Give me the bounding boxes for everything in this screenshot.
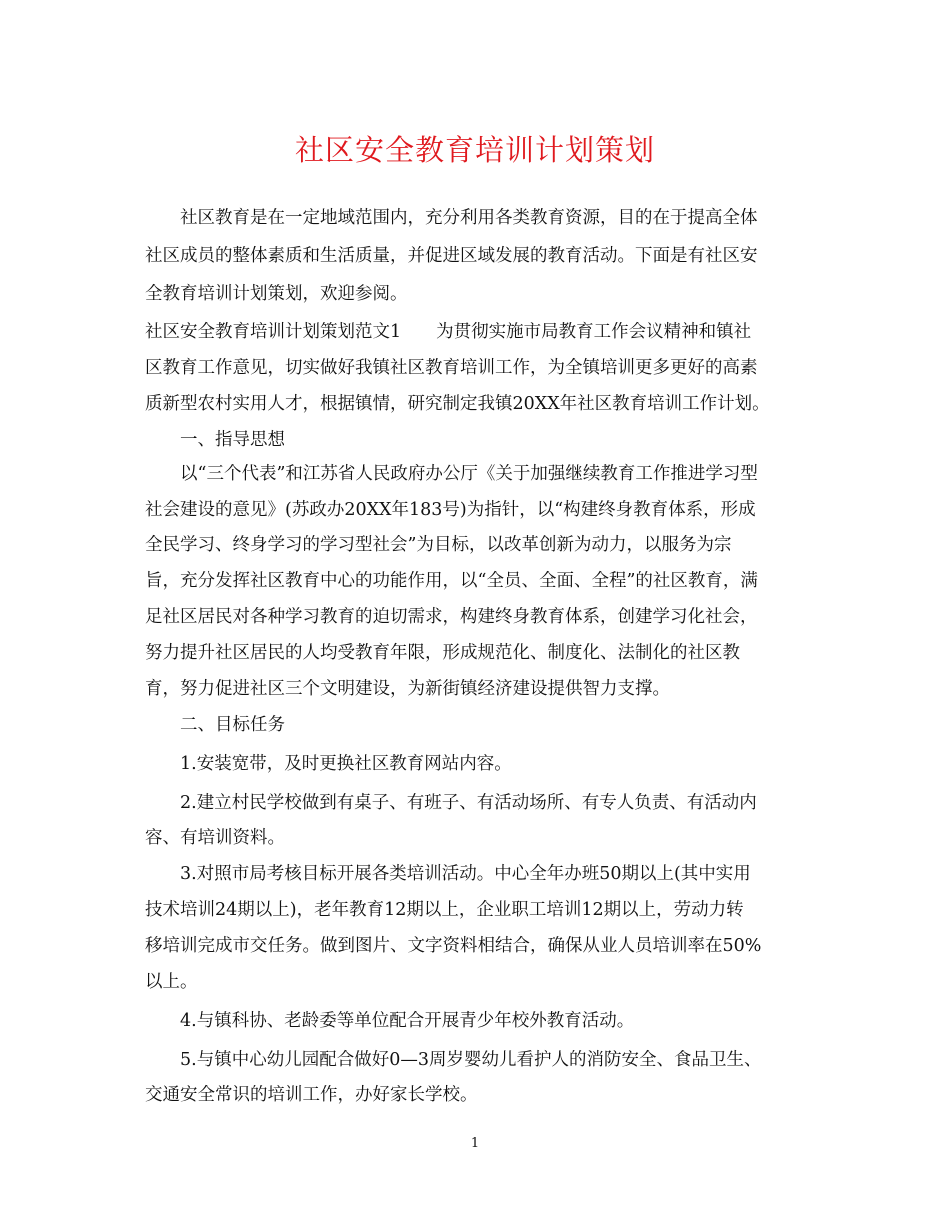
body-line: 育，努力促进社区三个文明建设，为新街镇经济建设提供智力支撑。	[145, 679, 670, 699]
list-item: 2.建立村民学校做到有桌子、有班子、有活动场所、有专人负责、有活动内	[145, 793, 757, 813]
section-heading: 一、指导思想	[145, 430, 285, 450]
body-line: 努力提升社区居民的人均受教育年限，形成规范化、制度化、法制化的社区教	[145, 643, 740, 663]
list-item: 1.安装宽带，及时更换社区教育网站内容。	[145, 754, 512, 774]
body-line: 区教育工作意见，切实做好我镇社区教育培训工作，为全镇培训更多更好的高素	[145, 358, 758, 378]
body-line: 交通安全常识的培训工作，办好家长学校。	[145, 1085, 478, 1105]
body-line: 旨，充分发挥社区教育中心的功能作用，以“全员、全面、全程”的社区教育，满	[145, 571, 758, 591]
list-item: 3.对照市局考核目标开展各类培训活动。中心全年办班50期以上(其中实用	[145, 864, 751, 884]
body-line: 社会建设的意见》(苏政办20XX年183号)为指针，以“构建终身教育体系，形成	[145, 500, 756, 520]
body-line: 全民学习、终身学习的学习型社会”为目标，以改革创新为动力，以服务为宗	[145, 535, 732, 555]
page-number: 1	[470, 1136, 480, 1151]
section-heading: 二、目标任务	[145, 715, 285, 735]
list-item: 5.与镇中心幼儿园配合做好0—3周岁婴幼儿看护人的消防安全、食品卫生、	[145, 1050, 762, 1070]
body-line: 以“三个代表”和江苏省人民政府办公厅《关于加强继续教育工作推进学习型	[145, 464, 758, 484]
body-line: 足社区居民对各种学习教育的迫切需求，构建终身教育体系，创建学习化社会，	[145, 607, 758, 627]
body-line: 社区教育是在一定地域范围内，充分利用各类教育资源，目的在于提高全体	[145, 208, 758, 228]
body-line: 全教育培训计划策划，欢迎参阅。	[145, 284, 408, 304]
body-line: 以上。	[145, 972, 198, 992]
body-line: 社区成员的整体素质和生活质量，并促进区域发展的教育活动。下面是有社区安	[145, 246, 758, 266]
body-line: 容、有培训资料。	[145, 828, 285, 848]
body-line: 技术培训24期以上)，老年教育12期以上，企业职工培训12期以上，劳动力转	[145, 900, 744, 920]
body-line: 移培训完成市交任务。做到图片、文字资料相结合，确保从业人员培训率在50%	[145, 936, 762, 956]
page-title: 社区安全教育培训计划策划	[294, 133, 655, 167]
list-item: 4.与镇科协、老龄委等单位配合开展青少年校外教育活动。	[145, 1011, 635, 1031]
body-line: 质新型农村实用人才，根据镇情，研究制定我镇20XX年社区教育培训工作计划。	[145, 394, 770, 414]
body-line: 社区安全教育培训计划策划范文1 为贯彻实施市局教育工作会议精神和镇社	[145, 322, 752, 342]
